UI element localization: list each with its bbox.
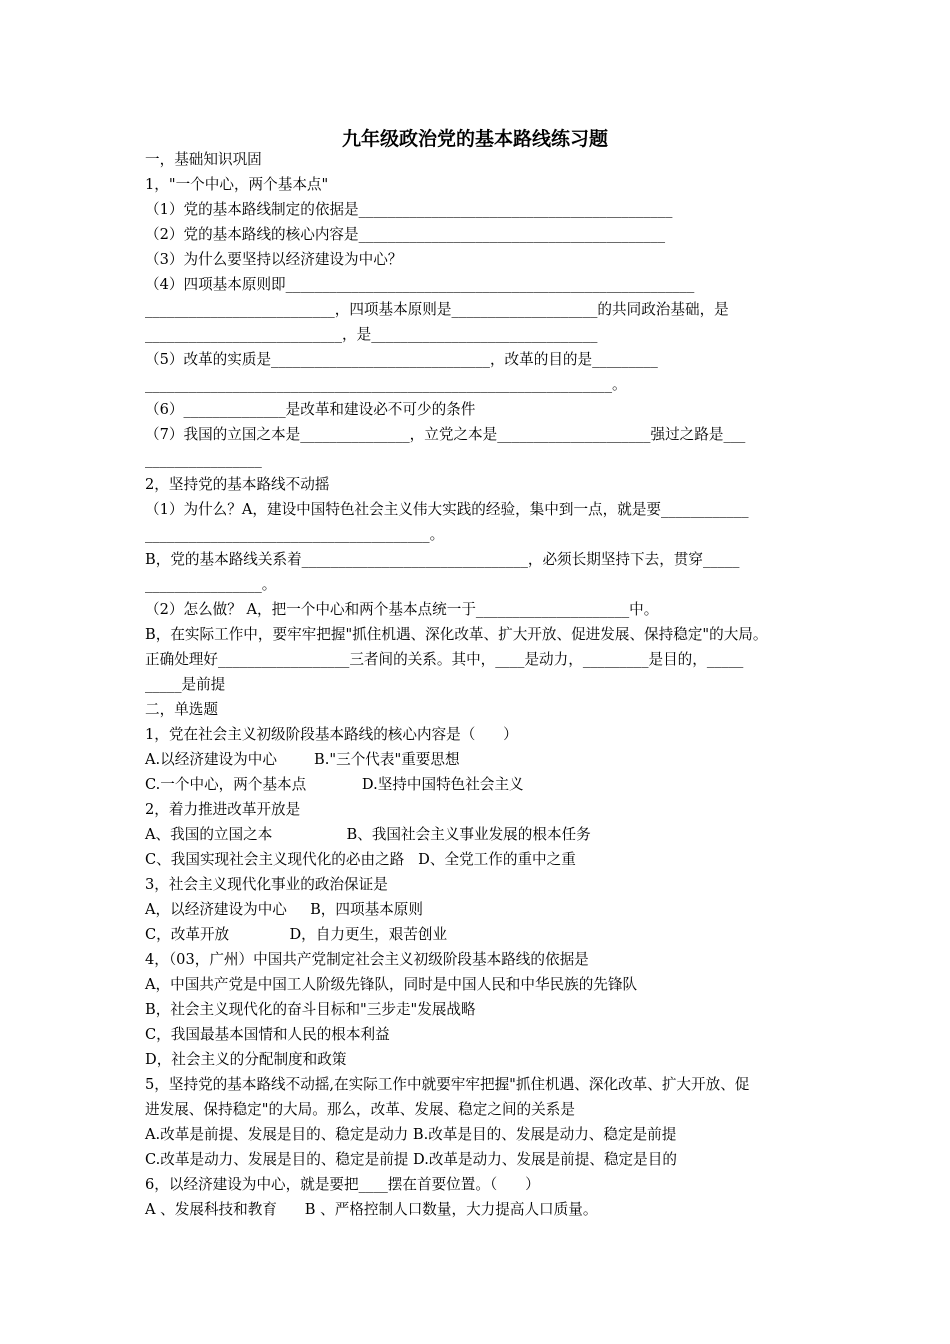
text-line: （1）为什么？A，建设中国特色社会主义伟大实践的经验，集中到一点，就是要____________ (145, 501, 749, 518)
text-line: （7）我国的立国之本是_______________，立党之本是_____________________强过之路是___ (145, 426, 746, 443)
text-line: （2）怎么做？ A，把一个中心和两个基本点统一于_____________________中。 (145, 601, 659, 618)
text-line: D，社会主义的分配制度和政策 (145, 1051, 347, 1068)
text-line: 二，单选题 (145, 701, 218, 718)
text-line: C.一个中心，两个基本点 D.坚持中国特色社会主义 (145, 776, 524, 793)
text-line: （5）改革的实质是______________________________，改革的目的是_________ (145, 351, 658, 368)
text-line: 2，着力推进改革开放是 (145, 801, 301, 818)
text-line: B，在实际工作中，要牢牢把握"抓住机遇、深化改革、扩大开放、促进发展、保持稳定"的大局。 (145, 626, 768, 643)
page-title: 九年级政治党的基本路线练习题 (341, 128, 608, 150)
text-line: A，以经济建设为中心 B，四项基本原则 (145, 901, 423, 918)
text-line: ________________________________________________________________。 (145, 376, 627, 393)
text-line: B，党的基本路线关系着_______________________________，必须长期坚持下去，贯穿_____ (145, 551, 740, 568)
text-line: （2）党的基本路线的核心内容是__________________________________________ (145, 226, 666, 243)
text-line: （1）党的基本路线制定的依据是___________________________________________ (145, 201, 673, 218)
text-line: A 、发展科技和教育 B 、严格控制人口数量，大力提高人口质量。 (145, 1201, 598, 1218)
text-line: B，社会主义现代化的奋斗目标和"三步走"发展战略 (145, 1001, 476, 1018)
text-line: C、我国实现社会主义现代化的必由之路 D、全党工作的重中之重 (145, 851, 576, 868)
text-line: A、我国的立国之本 B、我国社会主义事业发展的根本任务 (145, 826, 591, 843)
text-line: ________________。 (145, 576, 277, 593)
text-line: __________________________，四项基本原则是____________________的共同政治基础，是 (145, 301, 729, 318)
text-line: 正确处理好__________________三者间的关系。其中，____是动力，_________是目的，_____ (145, 651, 744, 668)
text-line: （6）______________是改革和建设必不可少的条件 (145, 401, 476, 418)
text-line: 2，坚持党的基本路线不动摇 (145, 476, 330, 493)
text-line: 1，"一个中心，两个基本点" (145, 176, 329, 193)
text-line: _____是前提 (145, 676, 226, 693)
text-line: 5，坚持党的基本路线不动摇,在实际工作中就要牢牢把握"抓住机遇、深化改革、扩大开放、促 (145, 1076, 750, 1093)
text-line: 1，党在社会主义初级阶段基本路线的核心内容是（ ） (145, 726, 518, 743)
text-line: 一，基础知识巩固 (145, 151, 262, 168)
text-line: 3，社会主义现代化事业的政治保证是 (145, 876, 388, 893)
text-line: 4，（03，广州）中国共产党制定社会主义初级阶段基本路线的依据是 (145, 951, 589, 968)
text-line: A.改革是前提、发展是目的、稳定是动力 B.改革是目的、发展是动力、稳定是前提 (145, 1126, 677, 1143)
text-line: C.改革是动力、发展是目的、稳定是前提 D.改革是动力、发展是前提、稳定是目的 (145, 1151, 677, 1168)
text-line: 6，以经济建设为中心，就是要把____摆在首要位置。（ ） (145, 1176, 540, 1193)
text-line: C，我国最基本国情和人民的根本利益 (145, 1026, 390, 1043)
text-line: A，中国共产党是中国工人阶级先锋队，同时是中国人民和中华民族的先锋队 (145, 976, 638, 993)
text-line: 进发展、保持稳定"的大局。那么，改革、发展、稳定之间的关系是 (145, 1101, 575, 1118)
text-line: ________________ (145, 451, 262, 468)
text-line: C，改革开放 D，自力更生，艰苦创业 (145, 926, 448, 943)
text-line: A.以经济建设为中心 B."三个代表"重要思想 (145, 751, 460, 768)
text-line: （4）四项基本原则即________________________________________________________ (145, 276, 695, 293)
text-line: _______________________________________。 (145, 526, 445, 543)
text-line: （3）为什么要坚持以经济建设为中心？ (145, 251, 403, 268)
text-line: ___________________________，是_______________________________ (145, 326, 598, 343)
